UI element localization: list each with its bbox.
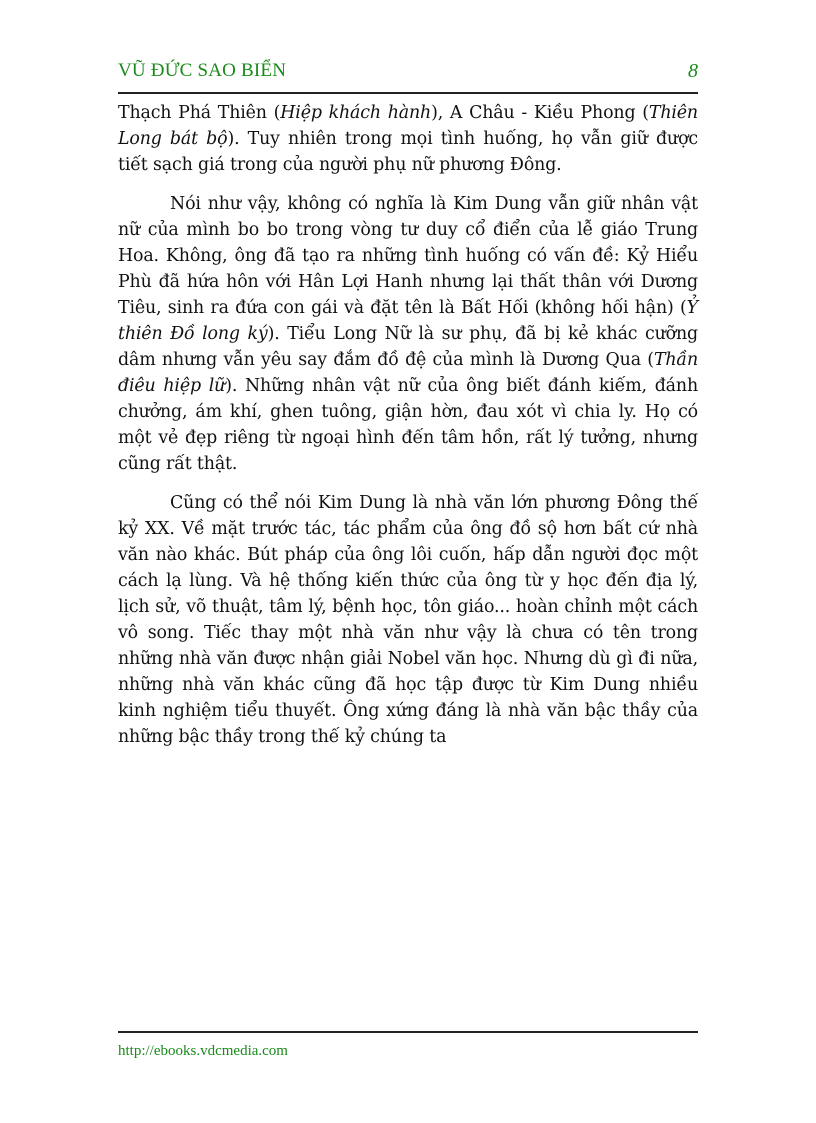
book-title-italic: Ỷ thiên Đồ long ký [118,298,698,344]
footer-divider [118,1031,698,1033]
text-run: ). Những nhân vật nữ của ông biết đánh kiếm, đánh chưởng, ám khí, ghen tuông, giận hờn, đau xót vì chia ly. Họ có một vẻ đẹp riêng từ ngoại hình đến tâm hồn, rất lý tưởng, nhưng cũng rất thật. [118,376,698,474]
paragraph-3 [118,490,698,750]
text-run: ), A Châu - Kiều Phong ( [431,103,649,123]
footer-url-link[interactable]: http://ebooks.vdcmedia.com [118,1043,288,1059]
text-run: ). Tiểu Long Nữ là sư phụ, đã bị kẻ khác cưỡng dâm nhưng vẫn yêu say đắm đồ đệ của mình là Dương Qua ( [118,324,698,370]
paragraph-1 [118,100,698,178]
book-title-italic: Thiên Long bát bộ [118,103,698,149]
book-title-italic: Thần điêu hiệp lữ [118,350,698,396]
body-text [118,100,698,763]
text-run: Cũng có thể nói Kim Dung là nhà văn lớn phương Đông thế kỷ XX. Về mặt trước tác, tác phẩm của ông đồ sộ hơn bất cứ nhà văn nào khác. Bút pháp của ông lôi cuốn, hấp dẫn người đọc một cách lạ lùng. Và hệ thống kiến thức của ông từ y học đến địa lý, lịch sử, võ thuật, tâm lý, bệnh học, tôn giáo... hoàn chỉnh một cách vô song. Tiếc thay một nhà văn như vậy là chưa có tên trong những nhà văn được nhận giải Nobel văn học. Nhưng dù gì đi nữa, những nhà văn khác cũng đã học tập được từ Kim Dung nhiều kinh nghiệm tiểu thuyết. Ông xứng đáng là nhà văn bậc thầy của những bậc thầy trong thế kỷ chúng ta [118,493,698,747]
page-header [118,60,698,86]
text-run: ). Tuy nhiên trong mọi tình huống, họ vẫn giữ được tiết sạch giá trong của người phụ nữ phương Đông. [118,129,698,175]
text-run: Nói như vậy, không có nghĩa là Kim Dung vẫn giữ nhân vật nữ của mình bo bo trong vòng tư duy cổ điển của lễ giáo Trung Hoa. Không, ông đã tạo ra những tình huống có vấn đề: Kỷ Hiểu Phù đã hứa hôn với Hân Lợi Hanh nhưng lại thất thân với Dương Tiêu, sinh ra đứa con gái và đặt tên là Bất Hối (không hối hận) ( [118,194,698,318]
header-title: VŨ ĐỨC SAO BIỂN [118,60,287,81]
paragraph-2 [118,191,698,477]
book-title-italic: Hiệp khách hành [280,103,432,123]
page-number: 8 [688,60,698,82]
text-run: Thạch Phá Thiên ( [118,103,281,123]
header-divider [118,92,698,94]
